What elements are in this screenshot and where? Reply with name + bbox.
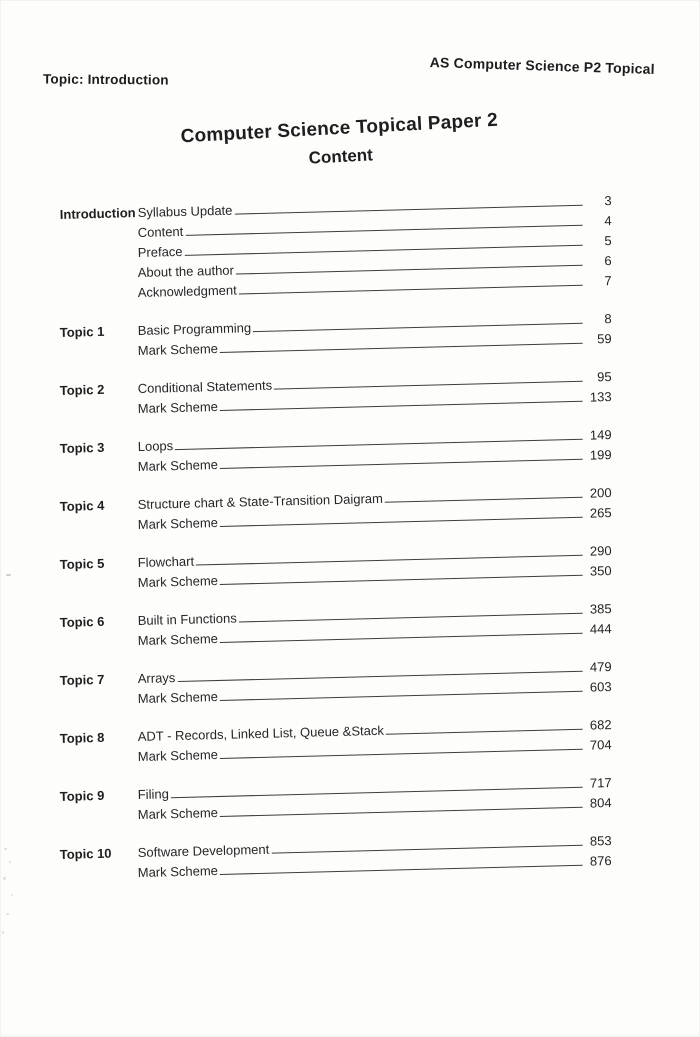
page-number: 876 [589,853,612,869]
toc-section [59,717,612,767]
page-number: 265 [589,505,612,521]
scan-speckle [6,913,9,915]
entry-title: ADT - Records, Linked List, Queue &Stack [137,722,385,745]
page-number: 717 [589,775,612,791]
leader-line [220,748,583,759]
entry-title: Software Development [137,841,270,861]
entry-title: Preface [137,243,183,261]
leader-line [220,342,583,353]
entry-title: Loops [137,438,174,455]
entry-title: Mark Scheme [137,863,219,881]
entry-title: Mark Scheme [137,747,219,765]
section-label [60,880,138,883]
entry-title: Syllabus Update [137,202,233,221]
toc-section [59,601,612,651]
page-number: 95 [596,369,612,385]
page-number: 350 [589,563,612,579]
scan-speckle [2,931,4,934]
section-label [60,822,138,825]
leader-line [220,864,583,875]
leader-line [220,400,583,411]
page-number: 59 [596,331,612,347]
leader-line [220,516,583,527]
toc-section [59,659,612,709]
toc-section [59,427,612,477]
page-number: 149 [589,427,612,443]
page-number: 444 [589,621,612,637]
section-label [60,706,138,709]
entry-title: Arrays [137,670,176,687]
section-label: Topic 3 [59,439,105,457]
entry-title: Mark Scheme [137,631,219,649]
scan-speckle [9,861,11,863]
section-label: Introduction [59,205,136,223]
page-number: 133 [589,389,612,405]
page-number: 4 [604,213,612,229]
section-label: Topic 5 [59,555,105,573]
section-label [60,590,138,593]
leader-line [220,806,583,817]
page-number: 7 [604,273,612,289]
entry-title: Mark Scheme [137,515,219,533]
scan-speckle [11,894,13,896]
entry-title: Basic Programming [137,320,252,339]
section-label [60,648,138,651]
page-number: 804 [589,795,612,811]
section-label [60,474,138,477]
leader-line [220,690,583,701]
page-topic-label: Topic: Introduction [42,71,169,88]
entry-title: Structure chart & State-Transition Daigram [137,490,384,513]
entry-title: Built in Functions [137,610,237,629]
page-number: 6 [604,253,612,269]
section-label [60,416,138,419]
page-number: 704 [589,737,612,753]
entry-title: Mark Scheme [137,341,219,359]
entry-title: Mark Scheme [137,457,219,475]
section-label: Topic 6 [59,613,105,631]
scan-artifact-dot [6,574,11,576]
toc-section [59,311,612,361]
page-number: 682 [589,717,612,733]
toc-section [59,193,612,303]
leader-line [220,458,583,469]
leader-line [220,574,583,585]
entry-title: Mark Scheme [137,573,219,591]
page-number: 603 [589,679,612,695]
section-label: Topic 8 [59,729,105,747]
page-number: 479 [589,659,612,675]
entry-title: Mark Scheme [137,399,219,417]
page-number: 290 [589,543,612,559]
entry-title: Mark Scheme [137,805,219,823]
document-title: Computer Science Topical Paper 2 [180,109,499,148]
section-label: Topic 1 [59,323,105,341]
section-label [60,764,138,767]
leader-line [220,632,583,643]
section-label [60,532,138,535]
section-label [60,300,138,303]
page-number: 853 [589,833,612,849]
entry-title: Filing [137,786,170,803]
page-number: 3 [604,193,612,209]
toc-section [59,775,612,825]
toc-section [59,833,612,883]
toc-section [59,543,612,593]
toc-section [59,369,612,419]
entry-title: Flowchart [137,553,195,571]
entry-title: Mark Scheme [137,689,219,707]
page-number: 385 [589,601,612,617]
scan-speckle [3,877,6,880]
table-of-contents [59,193,612,883]
entry-title: Content [137,223,184,241]
contents-heading: Content [308,145,374,168]
entry-title: Acknowledgment [137,282,237,301]
section-label: Topic 2 [59,381,105,399]
section-label: Topic 7 [59,671,105,689]
leader-line [239,284,583,295]
book-title-header: AS Computer Science P2 Topical [429,54,656,78]
entry-title: About the author [137,262,235,281]
section-label [60,358,138,361]
section-label: Topic 9 [59,787,105,805]
page-number: 199 [589,447,612,463]
title-block [0,100,681,185]
page-number: 8 [604,311,612,327]
toc-section [59,485,612,535]
section-label: Topic 10 [59,845,112,863]
section-label: Topic 4 [59,497,105,515]
scan-speckle [4,848,7,850]
page-number: 200 [589,485,612,501]
entry-title: Conditional Statements [137,377,273,397]
page-number: 5 [604,233,612,249]
